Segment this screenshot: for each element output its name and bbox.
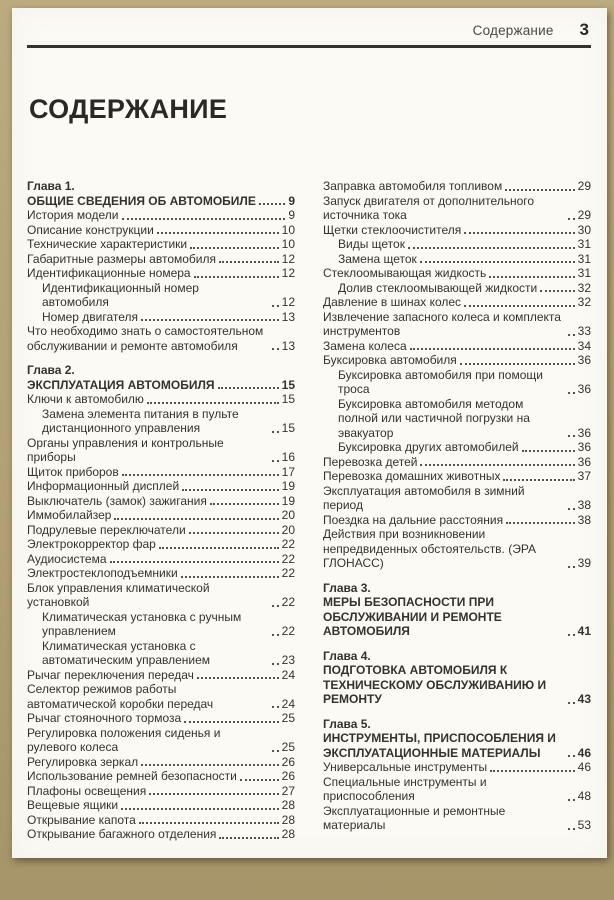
- dot-leader: [210, 503, 279, 505]
- toc-page-number: 31: [577, 237, 591, 251]
- book-page: [12, 8, 607, 858]
- toc-entry: [27, 324, 295, 353]
- toc-page-number: 46: [577, 745, 591, 760]
- toc-entry: [323, 760, 591, 775]
- dot-leader: [272, 605, 279, 607]
- toc-entry: [323, 804, 591, 833]
- toc-entry-text: Подрулевые переключатели: [27, 522, 186, 537]
- toc-page-number: 37: [577, 469, 591, 483]
- toc-page-number: 31: [577, 251, 591, 266]
- toc-entry-text: Поездка на дальние расстояния: [323, 512, 504, 527]
- toc-page-number: 39: [577, 556, 591, 570]
- toc-entry: [323, 397, 591, 441]
- toc-entry: [27, 237, 295, 252]
- toc-entry: [27, 465, 295, 480]
- toc-entry: [27, 769, 295, 784]
- toc-entry-text: Универсальные инструменты: [323, 760, 488, 774]
- dot-leader: [568, 634, 575, 636]
- toc-entry-text: Щетки стеклоочистителя: [323, 222, 462, 237]
- toc-page-number: 53: [577, 818, 591, 832]
- toc-entry: [27, 537, 295, 552]
- dot-leader: [122, 474, 279, 476]
- dot-leader: [122, 218, 286, 220]
- toc-page-number: 36: [577, 440, 591, 454]
- toc-entry-text: Использование ремней безопасности: [27, 769, 237, 783]
- toc-column-right: [323, 179, 591, 842]
- chapter-label: Глава 3.: [323, 580, 371, 595]
- toc-entry-text: Аудиосистема: [27, 551, 107, 566]
- toc-page-number: 15: [281, 392, 295, 406]
- page-header: [27, 18, 591, 40]
- toc-entry: [27, 581, 295, 610]
- chapter-label: Глава 5.: [323, 716, 371, 731]
- toc-page-number: 46: [577, 760, 591, 774]
- toc-entry: [323, 281, 591, 296]
- toc-entry: [323, 266, 591, 281]
- toc-entry: [27, 682, 295, 711]
- dot-leader: [218, 387, 279, 389]
- toc-entry-text: Заправка автомобиля топливом: [323, 179, 503, 193]
- dot-leader: [568, 334, 575, 336]
- toc-entry-text: Замена элемента питания в пульте дистанционного управления: [42, 406, 239, 435]
- toc-entry: [323, 223, 591, 238]
- toc-entry-text: Иммобилайзер: [27, 508, 112, 522]
- page-title: СОДЕРЖАНИЕ: [29, 94, 228, 124]
- toc-page-number: 32: [577, 280, 591, 295]
- toc-entry: [27, 266, 295, 281]
- dot-leader: [568, 566, 575, 568]
- dot-leader: [197, 677, 279, 679]
- toc-entry: [323, 484, 591, 513]
- toc-entry-text: Замена колеса: [323, 338, 407, 353]
- page-number: 3: [579, 20, 589, 39]
- toc-entry-text: Запуск двигателя от дополнительного источника тока: [323, 193, 535, 222]
- toc-entry-text: Буксировка автомобиля: [323, 353, 457, 367]
- toc-page-number: 43: [577, 692, 591, 706]
- toc-page-number: 22: [281, 537, 295, 551]
- toc-page-number: 22: [281, 624, 295, 638]
- toc-entry: [27, 668, 295, 683]
- dot-leader: [464, 232, 574, 234]
- toc-entry: [27, 726, 295, 755]
- dot-leader: [259, 203, 285, 205]
- toc-entry-text: Регулировка зеркал: [27, 754, 139, 769]
- toc-entry: [323, 469, 591, 484]
- dot-leader: [490, 770, 575, 772]
- toc-entry-text: Рычаг переключения передач: [27, 667, 194, 682]
- dot-leader: [568, 508, 575, 510]
- toc-entry: [27, 711, 295, 726]
- toc-entry-text: Стеклоомывающая жидкость: [323, 266, 487, 280]
- toc-page-number: 9: [288, 193, 295, 208]
- toc-entry-text: Давление в шинах колес: [323, 295, 462, 309]
- toc-entry: [27, 755, 295, 770]
- toc-entry: [27, 208, 295, 223]
- toc-entry-text: Выключатель (замок) зажигания: [27, 493, 207, 508]
- toc-entry-text: МЕРЫ БЕЗОПАСНОСТИ ПРИ ОБСЛУЖИВАНИИ И РЕМОНТЕ АВТОМОБИЛЯ: [323, 595, 502, 638]
- toc-page-number: 28: [281, 798, 295, 812]
- dot-leader: [568, 218, 575, 220]
- dot-leader: [141, 764, 279, 766]
- toc-entry-text: Буксировка других автомобилей: [338, 440, 519, 454]
- toc-page-number: 32: [577, 295, 591, 309]
- toc-section-title: [323, 595, 591, 639]
- dot-leader: [219, 837, 278, 839]
- toc-entry-text: Буксировка автомобиля при помощи троса: [338, 367, 543, 396]
- dot-leader: [420, 261, 575, 263]
- toc-entry: [27, 310, 295, 325]
- toc-page-number: 22: [281, 566, 295, 580]
- dot-leader: [272, 305, 279, 307]
- toc-page-number: 10: [281, 237, 295, 251]
- toc-page-number: 34: [577, 338, 591, 353]
- toc-columns: [27, 179, 591, 842]
- dot-leader: [540, 290, 574, 292]
- toc-entry-text: Органы управления и контрольные приборы: [27, 435, 224, 464]
- toc-entry: [323, 252, 591, 267]
- toc-entry-text: Извлечение запасного колеса и комплекта инструментов: [323, 309, 561, 338]
- dot-leader: [182, 489, 278, 491]
- dot-leader: [272, 460, 279, 462]
- toc-entry: [323, 440, 591, 455]
- toc-entry: [27, 508, 295, 523]
- toc-page-number: 38: [577, 512, 591, 527]
- toc-entry: [27, 827, 295, 842]
- toc-entry-text: Специальные инструменты и приспособления: [323, 774, 487, 803]
- toc-entry: [323, 295, 591, 310]
- toc-section-title: [27, 194, 295, 209]
- dot-leader: [110, 561, 279, 563]
- toc-entry-text: ОБЩИЕ СВЕДЕНИЯ ОБ АВТОМОБИЛЕ: [27, 193, 256, 208]
- toc-page-number: 20: [281, 508, 295, 522]
- toc-page-number: 26: [281, 769, 295, 783]
- toc-page-number: 36: [577, 454, 591, 469]
- toc-entry-text: Рычаг стояночного тормоза: [27, 711, 182, 725]
- toc-entry: [27, 479, 295, 494]
- dot-leader: [568, 755, 575, 757]
- toc-page-number: 25: [281, 740, 295, 754]
- dot-leader: [139, 822, 279, 824]
- toc-entry-text: Электростеклоподъемники: [27, 566, 178, 580]
- toc-entry-text: Долив стеклоомывающей жидкости: [338, 280, 538, 295]
- toc-page-number: 26: [281, 754, 295, 769]
- toc-entry: [323, 194, 591, 223]
- toc-entry: [323, 339, 591, 354]
- toc-entry-text: Идентификационный номер автомобиля: [42, 280, 199, 309]
- dot-leader: [240, 779, 279, 781]
- toc-page-number: 38: [577, 498, 591, 512]
- toc-page-number: 29: [577, 179, 591, 193]
- toc-entry-text: Щиток приборов: [27, 464, 119, 479]
- toc-page-number: 27: [281, 783, 295, 798]
- dot-leader: [141, 319, 279, 321]
- toc-section-title: [323, 663, 591, 707]
- toc-page-number: 12: [281, 266, 295, 280]
- dot-leader: [147, 402, 279, 404]
- dot-leader: [272, 663, 279, 665]
- dot-leader: [272, 706, 279, 708]
- toc-entry-text: Описание конструкции: [27, 222, 154, 237]
- toc-entry-text: Буксировка автомобиля методом полной или частичной погрузки на эвакуатор: [338, 396, 530, 440]
- toc-entry: [323, 513, 591, 528]
- toc-page-number: 25: [281, 711, 295, 725]
- toc-entry: [323, 310, 591, 339]
- toc-entry-text: Что необходимо знать о самостоятельном обслуживании и ремонте автомобиля: [27, 324, 264, 353]
- dot-leader: [568, 799, 575, 801]
- toc-entry: [27, 784, 295, 799]
- toc-page-number: 10: [281, 222, 295, 237]
- toc-column-left: [27, 179, 295, 842]
- toc-page-number: 31: [577, 266, 591, 280]
- chapter-label: Глава 2.: [27, 363, 75, 377]
- toc-entry-text: Электрокорректор фар: [27, 537, 156, 551]
- toc-entry-text: Ключи к автомобилю: [27, 392, 144, 406]
- toc-entry-text: Блок управления климатической установкой: [27, 580, 210, 609]
- toc-page-number: 12: [281, 295, 295, 309]
- dot-leader: [114, 518, 278, 520]
- toc-page-number: 30: [577, 222, 591, 237]
- dot-leader: [505, 189, 574, 191]
- dot-leader: [460, 363, 575, 365]
- toc-page-number: 24: [281, 696, 295, 711]
- dot-leader: [121, 808, 279, 810]
- toc-entry-text: История модели: [27, 208, 119, 222]
- toc-entry: [27, 252, 295, 267]
- toc-entry-text: Климатическая установка с автоматическим управлением: [42, 638, 211, 667]
- toc-entry: [27, 436, 295, 465]
- toc-entry: [27, 813, 295, 828]
- toc-page-number: 36: [577, 425, 591, 440]
- toc-page-number: 19: [281, 493, 295, 508]
- toc-entry-text: Эксплуатационные и ремонтные материалы: [323, 803, 506, 832]
- dot-leader: [157, 232, 279, 234]
- toc-page-number: 15: [281, 377, 295, 392]
- toc-entry: [323, 527, 591, 571]
- dot-leader: [190, 247, 279, 249]
- toc-page-number: 36: [577, 353, 591, 367]
- toc-section-title: [27, 378, 295, 393]
- toc-entry-text: Перевозка домашних животных: [323, 469, 501, 483]
- toc-page-number: 13: [281, 338, 295, 353]
- toc-entry-text: Плафоны освещения: [27, 783, 147, 798]
- dot-leader: [194, 276, 279, 278]
- toc-entry: [27, 639, 295, 668]
- toc-entry-text: ЭКСПЛУАТАЦИЯ АВТОМОБИЛЯ: [27, 377, 215, 392]
- dot-leader: [568, 702, 575, 704]
- toc-entry: [27, 798, 295, 813]
- toc-page-number: 12: [281, 251, 295, 266]
- toc-page-number: 28: [281, 812, 295, 827]
- chapter-label: Глава 4.: [323, 648, 371, 663]
- toc-entry: [27, 392, 295, 407]
- toc-entry-text: Открывание багажного отделения: [27, 827, 217, 841]
- toc-entry: [27, 494, 295, 509]
- toc-entry: [27, 610, 295, 639]
- toc-entry: [323, 353, 591, 368]
- dot-leader: [272, 750, 279, 752]
- toc-page-number: 15: [281, 421, 295, 435]
- toc-page-number: 16: [281, 450, 295, 464]
- toc-entry-text: Габаритные размеры автомобиля: [27, 251, 216, 266]
- toc-page-number: 24: [281, 667, 295, 682]
- dot-leader: [219, 261, 279, 263]
- dot-leader: [568, 392, 575, 394]
- chapter-label: Глава 1.: [27, 179, 75, 193]
- dot-leader: [272, 348, 279, 350]
- toc-entry-text: Информационный дисплей: [27, 479, 180, 493]
- toc-entry-text: Перевозка детей: [323, 454, 418, 469]
- toc-section-title: [323, 731, 591, 760]
- toc-page-number: 22: [281, 595, 295, 609]
- toc-page-number: 29: [577, 208, 591, 222]
- dot-leader: [464, 305, 575, 307]
- dot-leader: [506, 522, 575, 524]
- toc-entry-text: Замена щеток: [338, 251, 417, 266]
- dot-leader: [522, 450, 575, 452]
- toc-page-number: 33: [577, 324, 591, 338]
- toc-page-number: 9: [288, 208, 295, 222]
- dot-leader: [420, 464, 574, 466]
- dot-leader: [272, 634, 279, 636]
- toc-entry-text: Номер двигателя: [42, 309, 139, 324]
- dot-leader: [149, 793, 278, 795]
- toc-entry-text: ПОДГОТОВКА АВТОМОБИЛЯ К ТЕХНИЧЕСКОМУ ОБСЛУЖИВАНИЮ И РЕМОНТУ: [323, 663, 547, 706]
- toc-entry: [323, 775, 591, 804]
- dot-leader: [159, 547, 279, 549]
- dot-leader: [272, 431, 279, 433]
- toc-entry-text: Идентификационные номера: [27, 266, 191, 280]
- toc-page-number: 22: [281, 551, 295, 566]
- dot-leader: [489, 276, 574, 278]
- toc-entry-text: Технические характеристики: [27, 237, 188, 251]
- toc-entry: [323, 368, 591, 397]
- toc-entry-text: Действия при возникновении непредвиденных обстоятельств. (ЭРА ГЛОНАСС): [323, 527, 537, 570]
- toc-entry-text: Открывание капота: [27, 812, 136, 827]
- toc-page-number: 13: [281, 309, 295, 324]
- toc-page-number: 23: [281, 653, 295, 667]
- toc-entry: [27, 552, 295, 567]
- toc-page-number: 48: [577, 789, 591, 803]
- toc-page-number: 20: [281, 522, 295, 537]
- toc-entry: [27, 566, 295, 581]
- toc-entry-text: Климатическая установка с ручным управлением: [42, 609, 242, 638]
- toc-entry-text: Эксплуатация автомобиля в зимний период: [323, 483, 525, 512]
- toc-entry: [27, 407, 295, 436]
- dot-leader: [568, 435, 575, 437]
- toc-entry-text: Регулировка положения сиденья и рулевого колеса: [27, 725, 221, 754]
- toc-entry: [27, 523, 295, 538]
- toc-entry-text: Виды щеток: [338, 237, 405, 251]
- toc-entry: [323, 237, 591, 252]
- toc-entry: [27, 223, 295, 238]
- toc-page-number: 28: [281, 827, 295, 841]
- toc-entry-text: ИНСТРУМЕНТЫ, ПРИСПОСОБЛЕНИЯ И ЭКСПЛУАТАЦИОННЫЕ МАТЕРИАЛЫ: [323, 731, 556, 760]
- toc-page-number: 17: [281, 464, 295, 479]
- dot-leader: [181, 576, 279, 578]
- toc-entry-text: Селектор режимов работы автоматической коробки передач: [27, 682, 214, 711]
- dot-leader: [503, 479, 574, 481]
- toc-entry-text: Вещевые ящики: [27, 798, 119, 812]
- dot-leader: [568, 828, 575, 830]
- dot-leader: [189, 532, 279, 534]
- running-title: Содержание: [472, 23, 554, 38]
- toc-entry: [27, 281, 295, 310]
- toc-entry: [323, 179, 591, 194]
- header-rule: [27, 45, 591, 48]
- dot-leader: [184, 721, 278, 723]
- toc-page-number: 36: [577, 382, 591, 396]
- dot-leader: [408, 247, 575, 249]
- toc-entry: [323, 455, 591, 470]
- dot-leader: [410, 348, 575, 350]
- toc-page-number: 41: [577, 624, 591, 638]
- toc-page-number: 19: [281, 479, 295, 493]
